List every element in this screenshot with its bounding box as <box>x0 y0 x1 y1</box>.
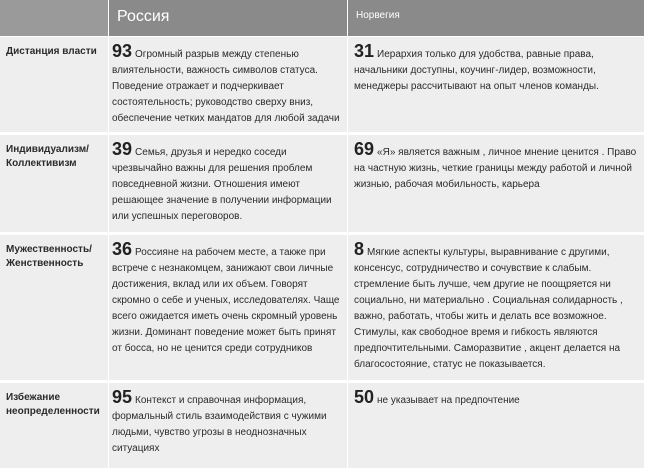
norway-text: Иерархия только для удобства, равные права, начальники доступны, коучинг-лидер, возможности, менеджеры рассчитывают на опыт членов команды. <box>354 49 599 92</box>
table-row-individualism <box>0 135 648 232</box>
dimension-label: Индивидуализм/ Коллективизм <box>6 144 89 169</box>
norway-score: 31 <box>354 41 375 61</box>
dimension-label: Мужественность/ Женственность <box>6 244 92 269</box>
norway-cell <box>354 235 640 380</box>
header-russia-title: Россия <box>117 8 170 25</box>
russia-cell <box>112 235 342 380</box>
russia-cell <box>112 135 342 232</box>
russia-score: 95 <box>112 387 133 407</box>
norway-text: «Я» является важным , личное мнение ценится . Право на частную жизнь, четкие границы между работой и личной жизнью, рабочая мобильность, карьера <box>354 147 637 190</box>
table-row-masculinity <box>0 235 648 380</box>
russia-score: 93 <box>112 41 133 61</box>
russia-score: 39 <box>112 139 133 159</box>
dimension-label: Дистанция власти <box>6 46 97 57</box>
russia-text: Россияне на рабочем месте, а также при встрече с незнакомцем, занижают свои личные достижения, вклад или их объем. Говорят скромно о себе и ученых, исследователях. Чаще всего ожидается иметь очень скромный уровень жизни. Доминант поведение может быть принят от босса, но не ценится среди сотрудников <box>112 247 340 354</box>
russia-text: Семья, друзья и нередко соседи чрезвычайно важны для решения проблем повседневной жизни. Отношения имеют решающее значение в получении информации или успешных переговоров. <box>112 147 332 222</box>
table-row-power-distance <box>0 37 648 132</box>
norway-text: Мягкие аспекты культуры, выравнивание с другими, консенсус, сотрудничество и сочувствие к слабым. стремление быть лучше, чем другие не поощряется ни социально, ни материально . Социальная солидарность , важно, работать, чтобы жить и делать все возможное. Стимулы, как свободное время и гибкость являются предпочтительными. Саморазвитие , акцент делается на благосостояние, статус не показывается. <box>354 247 623 370</box>
dimension-cell <box>0 135 108 232</box>
norway-cell <box>354 37 640 132</box>
norway-score: 8 <box>354 239 365 259</box>
dimension-label: Избежание неопределенности <box>6 392 100 417</box>
russia-text: Контекст и справочная информация, формальный стиль взаимодействия с чужими людьми, чувство угрозы в неоднозначных ситуациях <box>112 395 327 454</box>
norway-cell <box>354 135 640 232</box>
table-row-uncertainty <box>0 383 648 468</box>
dimension-cell <box>0 235 108 380</box>
header-blank-cell <box>0 0 108 36</box>
norway-cell <box>354 383 640 468</box>
norway-score: 69 <box>354 139 375 159</box>
column-divider <box>347 0 348 468</box>
column-divider <box>108 0 109 468</box>
column-divider <box>644 0 648 468</box>
norway-text: не указывает на предпочтение <box>377 395 520 406</box>
russia-cell <box>112 37 342 132</box>
russia-score: 36 <box>112 239 133 259</box>
dimension-cell <box>0 37 108 132</box>
header-norway <box>348 0 644 36</box>
header-norway-title: Норвегия <box>356 10 400 21</box>
russia-cell <box>112 383 342 468</box>
dimension-cell <box>0 383 108 468</box>
norway-score: 50 <box>354 387 375 407</box>
header-russia <box>109 0 347 36</box>
russia-text: Огромный разрыв между степенью влиятельности, важность символов статуса. Поведение отражает и подчеркивает состоятельность; руководство сверху вниз, обеспечение четких мандатов для любой задачи <box>112 49 340 124</box>
